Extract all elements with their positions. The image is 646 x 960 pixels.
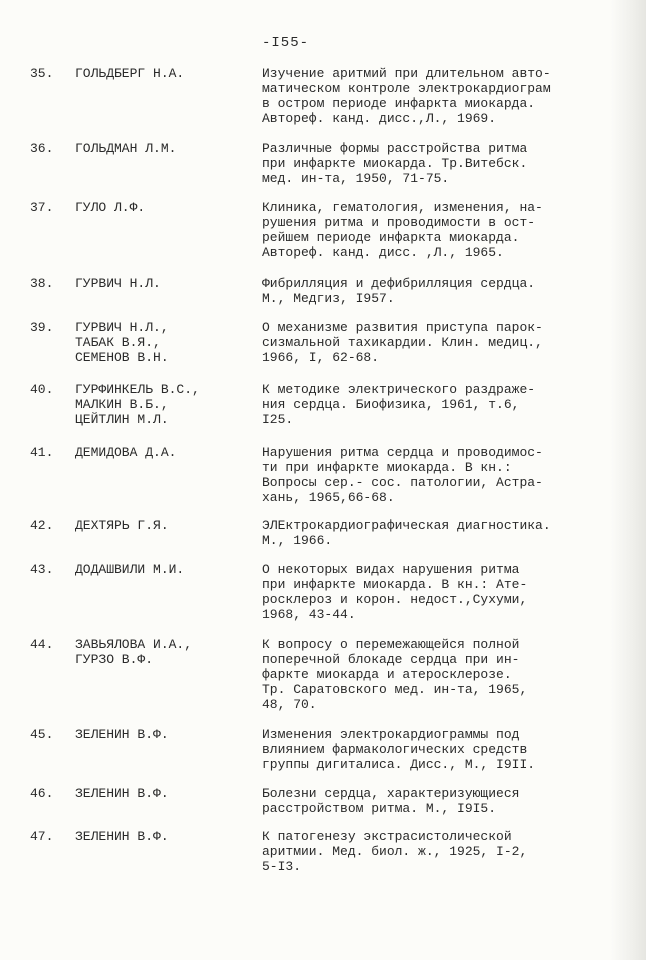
entry-number: 41. [30, 445, 54, 460]
entry-authors [75, 829, 255, 844]
page-number: -I55- [262, 35, 310, 51]
entry-author: ДЕХТЯРЬ Г.Я. [75, 518, 169, 533]
entry-author: СЕМЕНОВ В.Н. [75, 350, 169, 365]
citation-line: расстройством ритма. М., I9I5. [262, 801, 497, 816]
entry-author: ЦЕЙТЛИН М.Л. [75, 412, 169, 427]
entry-authors [75, 320, 255, 365]
citation-line: мед. ин-та, 1950, 71-75. [262, 171, 450, 186]
entry-author: ГУРВИЧ Н.Л. [75, 276, 161, 291]
citation-line: ЭЛЕктрокардиографическая диагностика. [262, 518, 551, 533]
entry-authors [75, 518, 255, 533]
entry-citation [262, 276, 607, 306]
citation-line: К методике электрического раздраже- [262, 382, 536, 397]
citation-line: Автореф. канд. дисс.,Л., 1969. [262, 111, 497, 126]
entry-number: 35. [30, 66, 54, 81]
citation-line: Автореф. канд. дисс. ,Л., 1965. [262, 245, 504, 260]
citation-line: сизмальной тахикардии. Клин. медиц., [262, 335, 543, 350]
entry-citation [262, 445, 607, 505]
citation-line: I25. [262, 412, 294, 427]
entry-number: 37. [30, 200, 54, 215]
entry-citation [262, 829, 607, 874]
entry-number: 46. [30, 786, 54, 801]
citation-line: ти при инфаркте миокарда. В кн.: [262, 460, 512, 475]
citation-line: поперечной блокаде сердца при ин- [262, 652, 520, 667]
citation-line: рушения ритма и проводимости в ост- [262, 215, 536, 230]
entry-authors [75, 141, 255, 156]
entry-author: ЗАВЬЯЛОВА И.А., [75, 637, 193, 652]
entry-citation [262, 637, 607, 712]
citation-line: Вопросы сер.- сос. патологии, Астра- [262, 475, 543, 490]
entry-authors [75, 276, 255, 291]
entry-number: 45. [30, 727, 54, 742]
citation-line: Болезни сердца, характеризующиеся [262, 786, 520, 801]
entry-citation [262, 141, 607, 186]
citation-line: Различные формы расстройства ритма [262, 141, 528, 156]
citation-line: Изменения электрокардиограммы под [262, 727, 520, 742]
citation-line: Нарушения ритма сердца и проводимос- [262, 445, 543, 460]
citation-line: ния сердца. Биофизика, 1961, т.6, [262, 397, 520, 412]
entry-authors [75, 445, 255, 460]
entry-author: ЗЕЛЕНИН В.Ф. [75, 786, 169, 801]
entry-citation [262, 200, 607, 260]
citation-line: группы дигиталиса. Дисс., М., I9II. [262, 757, 536, 772]
citation-line: фаркте миокарда и атеросклерозе. [262, 667, 512, 682]
citation-line: Фибрилляция и дефибрилляция сердца. [262, 276, 536, 291]
citation-line: матическом контроле электрокардиограм [262, 81, 551, 96]
entry-author: МАЛКИН В.Б., [75, 397, 169, 412]
citation-line: рейшем периоде инфаркта миокарда. [262, 230, 520, 245]
entry-citation [262, 786, 607, 816]
entry-number: 47. [30, 829, 54, 844]
page-edge-shadow [610, 0, 646, 960]
entry-citation [262, 562, 607, 622]
entry-author: ГУРВИЧ Н.Л., [75, 320, 169, 335]
entry-authors [75, 637, 255, 667]
entry-author: ЗЕЛЕНИН В.Ф. [75, 727, 169, 742]
entry-number: 36. [30, 141, 54, 156]
entry-number: 42. [30, 518, 54, 533]
entry-author: ТАБАК В.Я., [75, 335, 161, 350]
entry-author: ДОДАШВИЛИ М.И. [75, 562, 185, 577]
entry-number: 39. [30, 320, 54, 335]
entry-citation [262, 518, 607, 548]
citation-line: 5-I3. [262, 859, 302, 874]
citation-line: в остром периоде инфаркта миокарда. [262, 96, 536, 111]
entry-citation [262, 66, 607, 126]
citation-line: К вопросу о перемежающейся полной [262, 637, 520, 652]
citation-line: при инфаркте миокарда. Тр.Витебск. [262, 156, 528, 171]
entry-authors [75, 727, 255, 742]
entry-citation [262, 727, 607, 772]
entry-authors [75, 200, 255, 215]
citation-line: росклероз и корон. недост.,Сухуми, [262, 592, 528, 607]
entry-author: ГОЛЬДМАН Л.М. [75, 141, 177, 156]
citation-line: 48, 70. [262, 697, 317, 712]
citation-line: К патогенезу экстрасистолической [262, 829, 512, 844]
entry-authors [75, 786, 255, 801]
citation-line: влиянием фармакологических средств [262, 742, 528, 757]
entry-authors [75, 562, 255, 577]
entry-citation [262, 382, 607, 427]
entry-authors [75, 66, 255, 81]
citation-line: 1966, I, 62-68. [262, 350, 380, 365]
citation-line: Клиника, гематология, изменения, на- [262, 200, 543, 215]
citation-line: Тр. Саратовского мед. ин-та, 1965, [262, 682, 528, 697]
entry-number: 43. [30, 562, 54, 577]
citation-line: О механизме развития приступа парок- [262, 320, 543, 335]
citation-line: 1968, 43-44. [262, 607, 356, 622]
entry-number: 44. [30, 637, 54, 652]
entry-author: ЗЕЛЕНИН В.Ф. [75, 829, 169, 844]
citation-line: М., 1966. [262, 533, 333, 548]
citation-line: Изучение аритмий при длительном авто- [262, 66, 551, 81]
entry-authors [75, 382, 255, 427]
entry-author: ГУРЗО В.Ф. [75, 652, 154, 667]
entry-author: ГОЛЬДБЕРГ Н.А. [75, 66, 185, 81]
citation-line: О некоторых видах нарушения ритма [262, 562, 520, 577]
citation-line: хань, 1965,66-68. [262, 490, 395, 505]
entry-citation [262, 320, 607, 365]
entry-author: ГУЛО Л.Ф. [75, 200, 146, 215]
entry-number: 40. [30, 382, 54, 397]
entry-author: ГУРФИНКЕЛЬ В.С., [75, 382, 200, 397]
entry-number: 38. [30, 276, 54, 291]
citation-line: аритмии. Мед. биол. ж., 1925, I-2, [262, 844, 528, 859]
entry-author: ДЕМИДОВА Д.А. [75, 445, 177, 460]
citation-line: при инфаркте миокарда. В кн.: Ате- [262, 577, 528, 592]
citation-line: М., Медгиз, I957. [262, 291, 395, 306]
